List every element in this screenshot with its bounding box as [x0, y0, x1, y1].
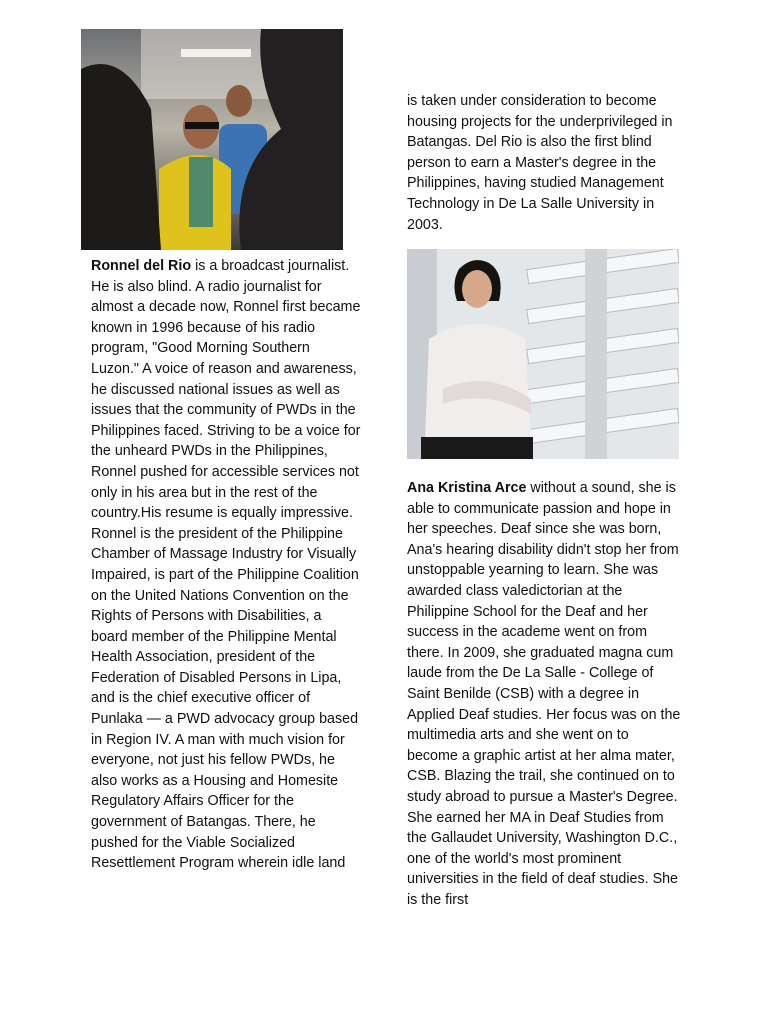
ronnel-del-rio-name: Ronnel del Rio — [91, 258, 192, 274]
ronnel-del-rio-bio-body: is a broadcast journalist. He is also blind. A radio journalist for almost a decade now, Ronnel first became known in 1996 because of his radio program, "Good Morning Southern Luzon." A voice of reason and awareness, he discussed national issues as well as issues that the community of PWDs in the Philippines faced. Striving to be a voice for the unheard PWDs in the Philippines, Ronnel pushed for accessible services not only in his area but in the rest of the country.His resume is equally impressive. Ronnel is the president of the Philippine Chamber of Massage Industry for Visually Impaired, is part of the Philippine Coalition on the United Nations Convention on the Rights of Persons with Disabilities, a board member of the Philippine Mental Health Association, president of the Federation of Disabled Persons in Lipa, and is the chief executive officer of Punlaka — a PWD advocacy group based in Region IV. A man with much vision for everyone, not just his fellow PWDs, he also works as a Housing and Homesite Regulatory Affairs Officer for the government of Batangas. There, he pushed for the Viable Socialized Resettlement Program wherein idle land — [91, 258, 361, 872]
ana-kristina-arce-bio-body: without a sound, she is able to communicate passion and hope in her speeches. Deaf since she was born, Ana's hearing disability didn't stop her from unstoppable yearning to learn. She was awarded class valedictorian at the Philippine School for the Deaf and her success in the academe went on from there. In 2009, she graduated magna cum laude from the De La Salle - College of Saint Benilde (CSB) with a degree in Applied Deaf studies. Her focus was on the multimedia arts and she went on to become a graphic artist at her alma mater, CSB. Blazing the trail, she continued on to study abroad to pursue a Master's Degree. She earned her MA in Deaf Studies from the Gallaudet University, Washington D.C., one of the world's most prominent universities in the field of deaf studies. She is the first — [407, 480, 681, 908]
ana-kristina-arce-bio — [407, 478, 682, 910]
ronnel-del-rio-bio — [91, 256, 361, 874]
ronnel-del-rio-photo — [81, 29, 343, 250]
ronnel-bio-continuation: is taken under consideration to become housing projects for the underprivileged in Batangas. Del Rio is also the first blind person to earn a Master's degree in the Philippines, having studied Management Technology in De La Salle University in 2003. — [407, 93, 673, 233]
ana-kristina-arce-photo — [407, 249, 679, 459]
ana-kristina-arce-name: Ana Kristina Arce — [407, 480, 527, 496]
